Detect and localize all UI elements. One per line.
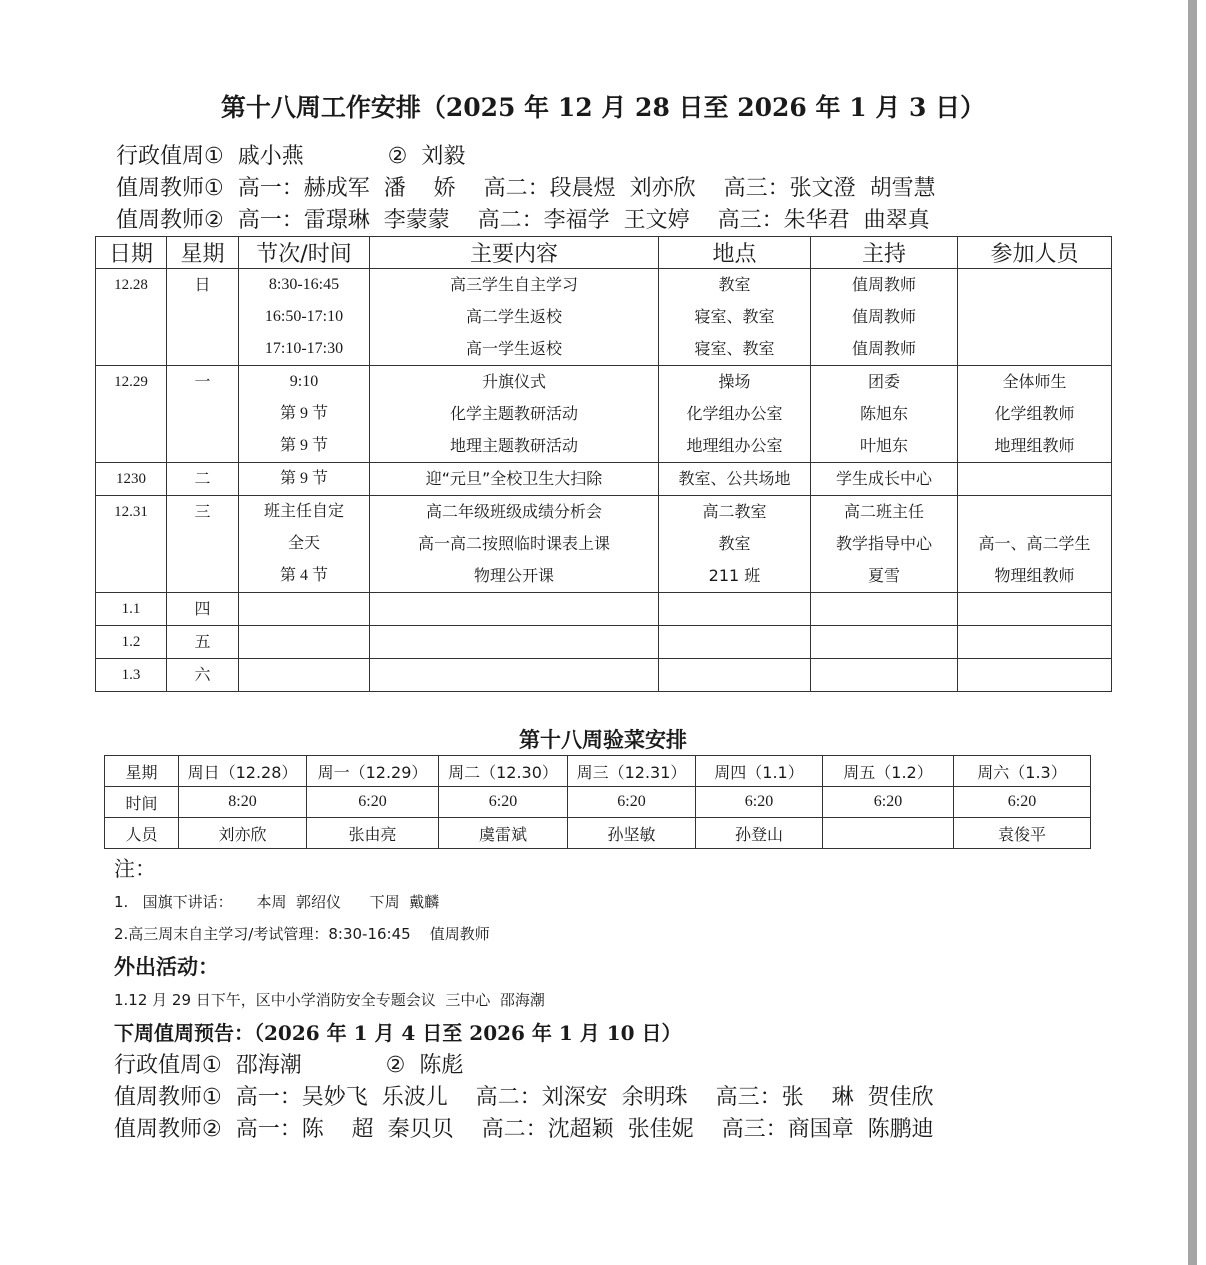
date-cell: [96, 593, 167, 626]
content-cell-line: 高三学生自主学习: [449, 275, 578, 294]
page-title: 第十八周工作安排（2025 年 12 月 28 日至 2026 年 1 月 3 日）: [220, 93, 986, 122]
host-cell: [811, 496, 958, 593]
next-week-title: 下周值周预告：（2026 年 1 月 4 日至 2026 年 1 月 10 日）: [114, 1021, 682, 1045]
host-cell: [811, 626, 958, 659]
host-cell-line: 值周教师: [851, 307, 916, 326]
duty-roster: [116, 141, 936, 237]
date-cell: [96, 496, 167, 593]
time-cell-line: 全天: [287, 535, 320, 552]
veg-time-cell: 6:20: [307, 787, 439, 818]
veg-time-cell: 8:20: [179, 787, 307, 818]
schedule-row: [96, 463, 1112, 496]
participants-cell: [958, 496, 1112, 593]
header-content: 主要内容: [370, 237, 659, 269]
time-cell-line: 第 9 节: [279, 470, 328, 487]
date-text: 12.29: [114, 374, 148, 390]
content-cell-line: 高二学生返校: [465, 307, 562, 326]
time-cell: [239, 593, 370, 626]
time-cell: [239, 659, 370, 692]
veg-time-cell: 6:20: [439, 787, 568, 818]
participants-cell: [958, 463, 1112, 496]
weekday-text: 三: [194, 502, 211, 521]
veg-staff-cell: 孙登山: [696, 818, 823, 849]
veg-staff-cell: 孙坚敏: [568, 818, 696, 849]
next-teacher-duty-line-1: 值周教师① 高一：吴妙飞 乐波儿 高二：刘深安 余明珠 高三：张 琳 贺佳欣: [114, 1085, 934, 1110]
veg-staff-cell: 张由亮: [307, 818, 439, 849]
header-participants: 参加人员: [958, 237, 1112, 269]
participants-cell: [958, 626, 1112, 659]
weekday-cell: [167, 626, 239, 659]
place-cell: [659, 659, 811, 692]
host-cell-line: 值周教师: [851, 275, 916, 294]
time-cell-line: 17:10-17:30: [264, 340, 344, 357]
weekday-text: 二: [194, 469, 211, 488]
schedule-row: [96, 626, 1112, 659]
content-cell-line: 高一学生返校: [465, 339, 562, 358]
content-cell-line: 地理主题教研活动: [449, 436, 578, 455]
schedule-row: [96, 366, 1112, 463]
time-cell-line: 第 4 节: [279, 567, 328, 584]
veg-day-cell: 周日（12.28）: [179, 756, 307, 787]
host-cell-line: 叶旭东: [859, 436, 908, 455]
teacher-duty-line-2: 值周教师② 高一：雷璟琳 李蒙蒙 高二：李福学 王文婷 高三：朱华君 曲翠真: [116, 208, 930, 233]
date-text: 1230: [116, 471, 146, 487]
participants-cell: [958, 593, 1112, 626]
participants-cell: [958, 366, 1112, 463]
host-cell-line: 学生成长中心: [835, 469, 932, 488]
veg-title: 第十八周验菜安排: [519, 728, 687, 752]
weekday-text: 四: [194, 599, 211, 618]
place-cell-line: 教室、公共场地: [678, 469, 791, 488]
veg-label: 星期: [105, 756, 179, 787]
place-cell: [659, 496, 811, 593]
content-cell-line: 高一高二按照临时课表上课: [417, 534, 610, 553]
content-cell: [370, 463, 659, 496]
veg-staff-cell: 虞雷斌: [439, 818, 568, 849]
place-cell-line: 地理组办公室: [686, 436, 783, 455]
schedule-row: [96, 269, 1112, 366]
time-cell-line: 班主任自定: [263, 503, 344, 520]
schedule-row: [96, 659, 1112, 692]
outing-item-1: 1.12 月 29 日下午，区中小学消防安全专题会议 三中心 邵海潮: [114, 991, 545, 1009]
veg-time-cell: 6:20: [568, 787, 696, 818]
date-cell: [96, 269, 167, 366]
weekday-text: 五: [194, 632, 211, 651]
place-cell-line: 211 班: [708, 566, 761, 585]
content-cell-line: 物理公开课: [473, 566, 554, 585]
place-cell-line: 寝室、教室: [694, 339, 775, 358]
content-cell: [370, 366, 659, 463]
veg-time-cell: 6:20: [954, 787, 1091, 818]
participants-cell-line: [958, 269, 1111, 301]
participants-cell-line: [958, 593, 1111, 625]
time-cell-line: [239, 593, 369, 625]
time-cell-line: 第 9 节: [279, 437, 328, 454]
date-text: 12.31: [114, 504, 148, 520]
host-cell-line: [811, 659, 957, 691]
time-cell-line: 16:50-17:10: [264, 308, 344, 325]
time-cell: [239, 626, 370, 659]
place-cell: [659, 626, 811, 659]
date-cell: [96, 626, 167, 659]
date-cell: [96, 659, 167, 692]
place-cell: [659, 463, 811, 496]
outings-heading: 外出活动：: [114, 955, 219, 979]
participants-cell-line: [958, 463, 1111, 495]
header-date: 日期: [96, 237, 167, 269]
host-cell-line: 团委: [867, 372, 900, 391]
notes-heading: 注：: [114, 857, 156, 881]
scrollbar[interactable]: [1188, 0, 1197, 1265]
host-cell: [811, 269, 958, 366]
content-cell-line: 升旗仪式: [481, 372, 546, 391]
participants-cell-line: [958, 659, 1111, 691]
place-cell: [659, 366, 811, 463]
schedule-row: [96, 593, 1112, 626]
header-weekday: 星期: [167, 237, 239, 269]
place-cell-line: 寝室、教室: [694, 307, 775, 326]
veg-row-days: [105, 756, 1091, 787]
schedule-header-row: [96, 237, 1112, 269]
place-cell-line: [659, 593, 810, 625]
content-cell-line: 迎“元旦”全校卫生大扫除: [425, 469, 603, 488]
participants-cell-line: 化学组教师: [994, 404, 1075, 423]
content-cell-line: [370, 593, 658, 625]
teacher-duty-line-1: 值周教师① 高一：赫成军 潘 娇 高二：段晨煜 刘亦欣 高三：张文澄 胡雪慧: [116, 176, 936, 201]
weekday-cell: [167, 593, 239, 626]
notes-section: [114, 852, 934, 1146]
host-cell: [811, 463, 958, 496]
host-cell-line: 教学指导中心: [835, 534, 932, 553]
place-cell-line: 操场: [718, 372, 751, 391]
veg-staff-cell: 刘亦欣: [179, 818, 307, 849]
date-cell: [96, 366, 167, 463]
content-cell-line: 高二年级班级成绩分析会: [425, 502, 602, 521]
weekday-cell: [167, 269, 239, 366]
place-cell-line: 教室: [718, 534, 751, 553]
schedule-table: [95, 236, 1112, 692]
content-cell-line: 化学主题教研活动: [449, 404, 578, 423]
header-host: 主持: [811, 237, 958, 269]
participants-cell-line: [958, 333, 1111, 365]
weekday-cell: [167, 496, 239, 593]
participants-cell: [958, 659, 1112, 692]
veg-day-cell: 周三（12.31）: [568, 756, 696, 787]
veg-time-cell: 6:20: [823, 787, 954, 818]
weekday-text: 六: [194, 665, 211, 684]
note-item-1: 1. 国旗下讲话： 本周 郭绍仪 下周 戴麟: [114, 893, 440, 911]
weekday-text: 一: [194, 372, 211, 391]
time-cell: [239, 496, 370, 593]
veg-day-cell: 周五（1.2）: [823, 756, 954, 787]
time-cell-line: [239, 659, 369, 691]
veg-time-cell: 6:20: [696, 787, 823, 818]
veg-label: 人员: [105, 818, 179, 849]
time-cell: [239, 366, 370, 463]
place-cell-line: [659, 626, 810, 658]
host-cell-line: 值周教师: [851, 339, 916, 358]
participants-cell-line: 高一、高二学生: [978, 534, 1091, 553]
time-cell-line: [239, 626, 369, 658]
time-cell-line: 9:10: [289, 373, 319, 390]
weekday-cell: [167, 463, 239, 496]
veg-staff-cell: 袁俊平: [954, 818, 1091, 849]
weekday-cell: [167, 659, 239, 692]
content-cell-line: [370, 659, 658, 691]
place-cell: [659, 269, 811, 366]
veg-row-times: [105, 787, 1091, 818]
veg-table: [104, 755, 1091, 849]
host-cell: [811, 659, 958, 692]
weekday-cell: [167, 366, 239, 463]
participants-cell-line: [958, 626, 1111, 658]
veg-day-cell: 周一（12.29）: [307, 756, 439, 787]
place-cell-line: 高二教室: [702, 502, 767, 521]
time-cell: [239, 269, 370, 366]
host-cell-line: 陈旭东: [859, 404, 908, 423]
content-cell: [370, 593, 659, 626]
schedule-row: [96, 496, 1112, 593]
date-text: 1.1: [121, 601, 141, 617]
content-cell: [370, 269, 659, 366]
veg-label: 时间: [105, 787, 179, 818]
host-cell-line: 夏雪: [867, 566, 900, 585]
place-cell-line: 教室: [718, 275, 751, 294]
next-teacher-duty-line-2: 值周教师② 高一：陈 超 秦贝贝 高二：沈超颖 张佳妮 高三：商国章 陈鹏迪: [114, 1117, 934, 1142]
time-cell-line: 8:30-16:45: [268, 276, 340, 293]
participants-cell-line: 物理组教师: [994, 566, 1075, 585]
veg-staff-cell: [823, 818, 954, 849]
next-admin-duty-line: 行政值周① 邵海潮 ② 陈彪: [114, 1053, 464, 1078]
host-cell-line: 高二班主任: [843, 502, 924, 521]
participants-cell-line: 地理组教师: [994, 436, 1075, 455]
host-cell: [811, 593, 958, 626]
date-text: 1.2: [121, 634, 141, 650]
date-text: 1.3: [121, 667, 141, 683]
content-cell: [370, 496, 659, 593]
content-cell: [370, 659, 659, 692]
veg-day-cell: 周六（1.3）: [954, 756, 1091, 787]
date-cell: [96, 463, 167, 496]
participants-cell-line: 全体师生: [1002, 372, 1067, 391]
admin-duty-line: 行政值周① 戚小燕 ② 刘毅: [116, 144, 466, 169]
time-cell: [239, 463, 370, 496]
host-cell: [811, 366, 958, 463]
header-time: 节次/时间: [239, 237, 370, 269]
participants-cell-line: [958, 496, 1111, 528]
note-item-2: 2.高三周末自主学习/考试管理：8:30-16:45 值周教师: [114, 925, 490, 943]
content-cell-line: [370, 626, 658, 658]
participants-cell: [958, 269, 1112, 366]
header-place: 地点: [659, 237, 811, 269]
veg-day-cell: 周四（1.1）: [696, 756, 823, 787]
place-cell: [659, 593, 811, 626]
place-cell-line: 化学组办公室: [686, 404, 783, 423]
veg-row-staff: [105, 818, 1091, 849]
veg-day-cell: 周二（12.30）: [439, 756, 568, 787]
time-cell-line: 第 9 节: [279, 405, 328, 422]
date-text: 12.28: [114, 277, 148, 293]
place-cell-line: [659, 659, 810, 691]
weekday-text: 日: [194, 275, 211, 294]
host-cell-line: [811, 593, 957, 625]
content-cell: [370, 626, 659, 659]
host-cell-line: [811, 626, 957, 658]
participants-cell-line: [958, 301, 1111, 333]
